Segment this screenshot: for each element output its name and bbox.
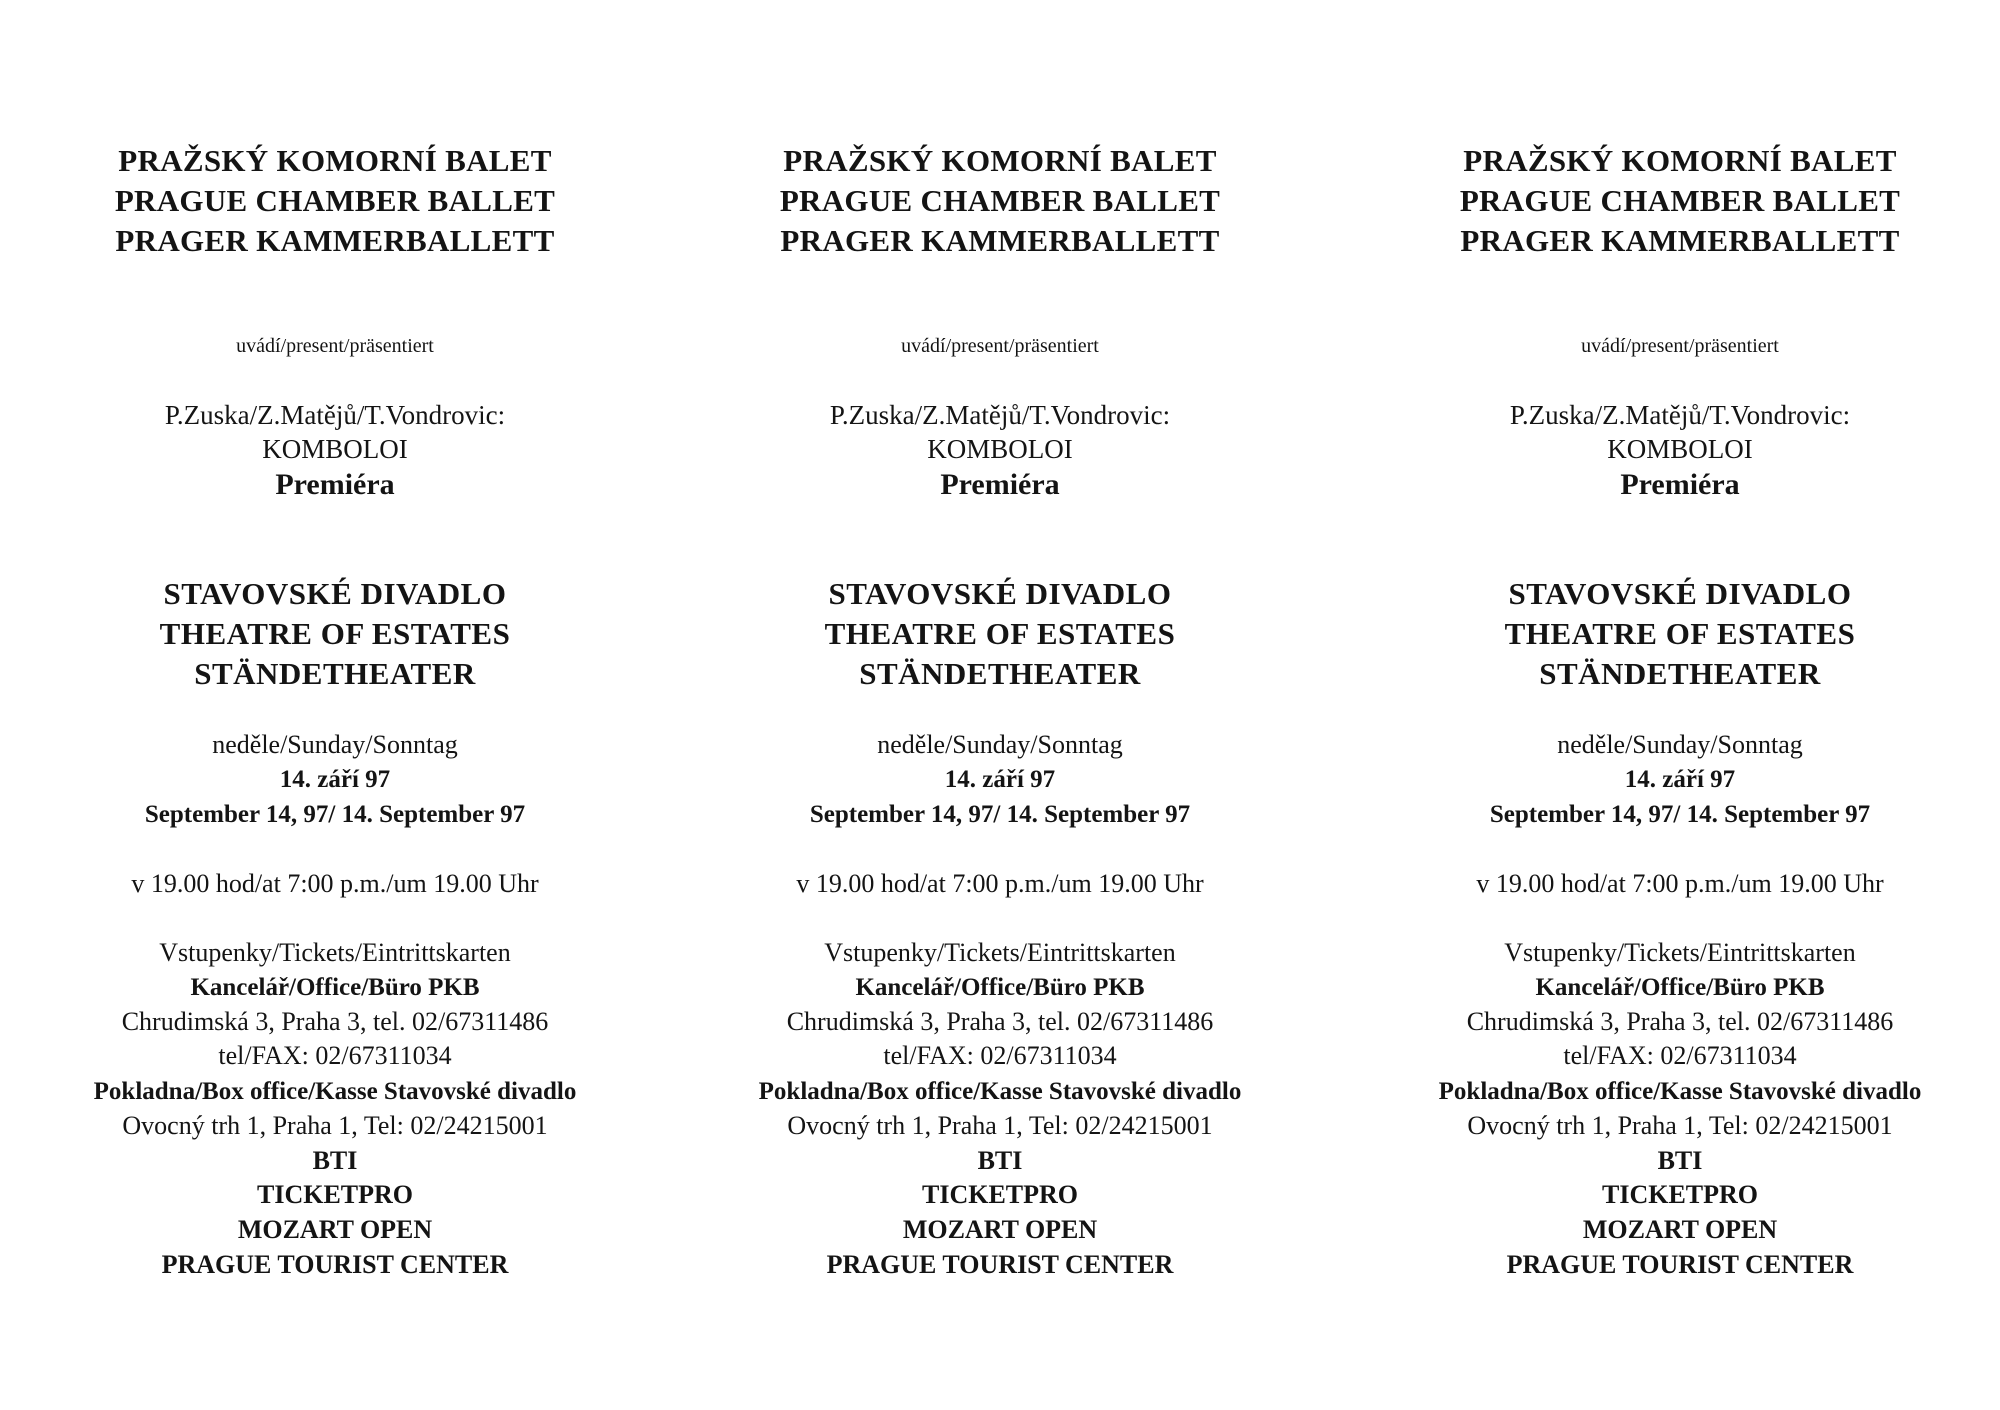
company-name-en: PRAGUE CHAMBER BALLET: [114, 183, 556, 218]
office-fax: tel/FAX: 02/67311034: [218, 1041, 452, 1070]
company-name-cz: PRAŽSKÝ KOMORNÍ BALET: [118, 143, 552, 178]
box-office-address: Ovocný trh 1, Praha 1, Tel: 02/24215001: [1467, 1111, 1893, 1140]
venue-name-cz: STAVOVSKÉ DIVADLO: [163, 576, 507, 611]
box-office-address: Ovocný trh 1, Praha 1, Tel: 02/24215001: [787, 1111, 1213, 1140]
tickets-label: Vstupenky/Tickets/Eintrittskarten: [1504, 938, 1856, 967]
outlet-mozart-open: MOZART OPEN: [237, 1215, 433, 1244]
venue-name-en: THEATRE OF ESTATES: [159, 616, 511, 651]
date-en-de: September 14, 97/ 14. September 97: [144, 801, 526, 828]
flyer-2: [680, 0, 1320, 1410]
venue-name-de: STÄNDETHEATER: [859, 656, 1141, 691]
date-cz: 14. září 97: [944, 766, 1056, 793]
flyer-3: [1360, 0, 2000, 1410]
outlet-bti: BTI: [1657, 1146, 1703, 1175]
authors: P.Zuska/Z.Matějů/T.Vondrovic:: [1509, 400, 1851, 430]
office-label: Kancelář/Office/Büro PKB: [190, 974, 480, 1001]
office-fax: tel/FAX: 02/67311034: [1563, 1041, 1797, 1070]
company-name-cz: PRAŽSKÝ KOMORNÍ BALET: [783, 143, 1217, 178]
venue-name-de: STÄNDETHEATER: [194, 656, 476, 691]
company-name-en: PRAGUE CHAMBER BALLET: [779, 183, 1221, 218]
office-address: Chrudimská 3, Praha 3, tel. 02/67311486: [786, 1007, 1214, 1036]
outlet-mozart-open: MOZART OPEN: [902, 1215, 1098, 1244]
outlet-bti: BTI: [977, 1146, 1023, 1175]
premiere-label: Premiéra: [940, 468, 1060, 501]
box-office-label: Pokladna/Box office/Kasse Stavovské divadlo: [93, 1078, 577, 1105]
outlet-ticketpro: TICKETPRO: [921, 1180, 1079, 1209]
presents-label: uvádí/present/präsentiert: [901, 335, 1099, 357]
box-office-label: Pokladna/Box office/Kasse Stavovské divadlo: [758, 1078, 1242, 1105]
outlet-ticketpro: TICKETPRO: [1601, 1180, 1759, 1209]
work-title: KOMBOLOI: [927, 434, 1073, 464]
office-label: Kancelář/Office/Büro PKB: [1535, 974, 1825, 1001]
outlet-mozart-open: MOZART OPEN: [1582, 1215, 1778, 1244]
weekday: neděle/Sunday/Sonntag: [1557, 730, 1803, 759]
flyer-1: [15, 0, 655, 1410]
tickets-label: Vstupenky/Tickets/Eintrittskarten: [824, 938, 1176, 967]
venue-name-en: THEATRE OF ESTATES: [1504, 616, 1856, 651]
date-cz: 14. září 97: [279, 766, 391, 793]
outlet-bti: BTI: [312, 1146, 358, 1175]
box-office-label: Pokladna/Box office/Kasse Stavovské divadlo: [1438, 1078, 1922, 1105]
premiere-label: Premiéra: [275, 468, 395, 501]
performance-time: v 19.00 hod/at 7:00 p.m./um 19.00 Uhr: [1476, 869, 1884, 898]
company-name-cz: PRAŽSKÝ KOMORNÍ BALET: [1463, 143, 1897, 178]
office-address: Chrudimská 3, Praha 3, tel. 02/67311486: [1466, 1007, 1894, 1036]
office-address: Chrudimská 3, Praha 3, tel. 02/67311486: [121, 1007, 549, 1036]
company-name-de: PRAGER KAMMERBALLETT: [780, 223, 1220, 258]
presents-label: uvádí/present/präsentiert: [1581, 335, 1779, 357]
weekday: neděle/Sunday/Sonntag: [877, 730, 1123, 759]
outlet-prague-tourist-center: PRAGUE TOURIST CENTER: [1506, 1250, 1854, 1279]
work-title: KOMBOLOI: [262, 434, 408, 464]
date-cz: 14. září 97: [1624, 766, 1736, 793]
company-name-de: PRAGER KAMMERBALLETT: [115, 223, 555, 258]
presents-label: uvádí/present/präsentiert: [236, 335, 434, 357]
outlet-prague-tourist-center: PRAGUE TOURIST CENTER: [826, 1250, 1174, 1279]
performance-time: v 19.00 hod/at 7:00 p.m./um 19.00 Uhr: [131, 869, 539, 898]
box-office-address: Ovocný trh 1, Praha 1, Tel: 02/24215001: [122, 1111, 548, 1140]
venue-name-de: STÄNDETHEATER: [1539, 656, 1821, 691]
outlet-ticketpro: TICKETPRO: [256, 1180, 414, 1209]
work-title: KOMBOLOI: [1607, 434, 1753, 464]
venue-name-cz: STAVOVSKÉ DIVADLO: [1508, 576, 1852, 611]
company-name-de: PRAGER KAMMERBALLETT: [1460, 223, 1900, 258]
authors: P.Zuska/Z.Matějů/T.Vondrovic:: [164, 400, 506, 430]
date-en-de: September 14, 97/ 14. September 97: [1489, 801, 1871, 828]
company-name-en: PRAGUE CHAMBER BALLET: [1459, 183, 1901, 218]
weekday: neděle/Sunday/Sonntag: [212, 730, 458, 759]
performance-time: v 19.00 hod/at 7:00 p.m./um 19.00 Uhr: [796, 869, 1204, 898]
office-label: Kancelář/Office/Büro PKB: [855, 974, 1145, 1001]
tickets-label: Vstupenky/Tickets/Eintrittskarten: [159, 938, 511, 967]
authors: P.Zuska/Z.Matějů/T.Vondrovic:: [829, 400, 1171, 430]
venue-name-en: THEATRE OF ESTATES: [824, 616, 1176, 651]
date-en-de: September 14, 97/ 14. September 97: [809, 801, 1191, 828]
venue-name-cz: STAVOVSKÉ DIVADLO: [828, 576, 1172, 611]
office-fax: tel/FAX: 02/67311034: [883, 1041, 1117, 1070]
premiere-label: Premiéra: [1620, 468, 1740, 501]
outlet-prague-tourist-center: PRAGUE TOURIST CENTER: [161, 1250, 509, 1279]
